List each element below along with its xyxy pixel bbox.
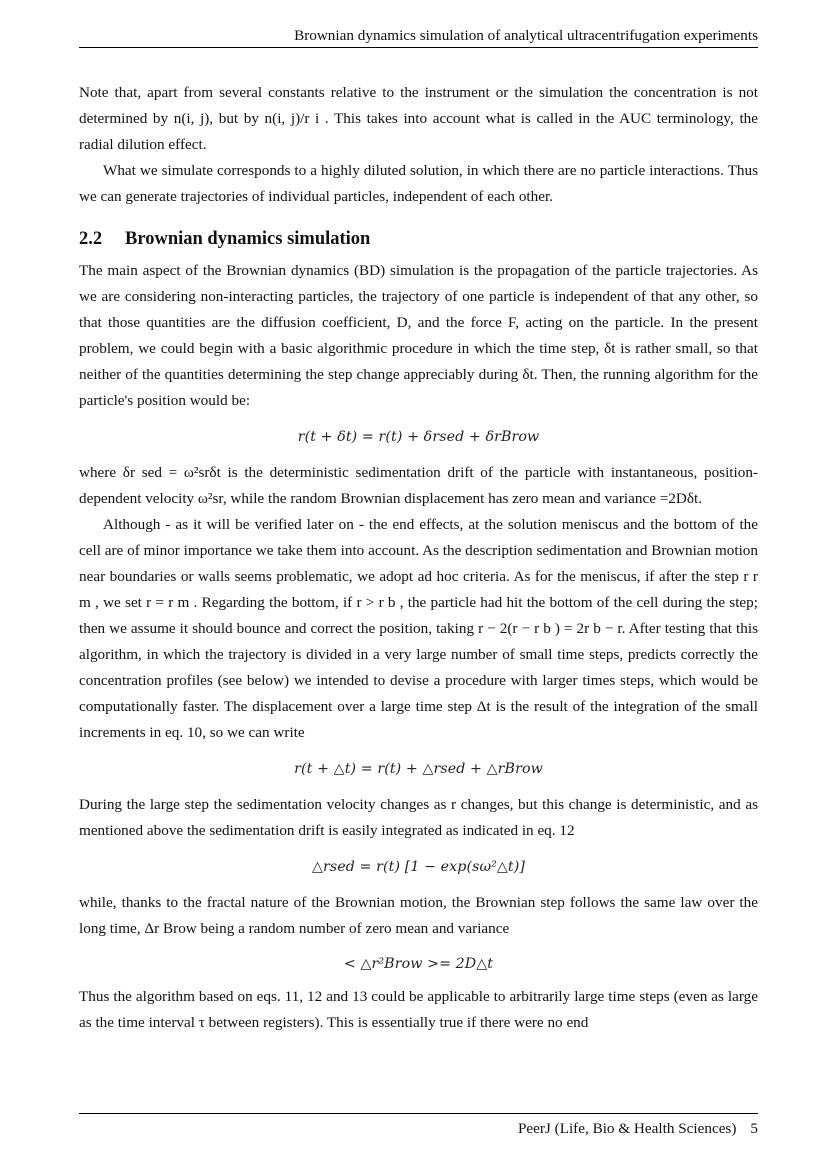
running-header: Brownian dynamics simulation of analytical ultracentrifugation experiments xyxy=(294,27,758,44)
journal-name: PeerJ (Life, Bio & Health Sciences) xyxy=(517,1120,737,1137)
page-body xyxy=(79,80,758,1036)
paragraph-algorithm: Thus the algorithm based on eqs. 11, 12 and 13 could be applicable to arbitrarily large time steps (even as large as the time interval τ between registers). This is essentially true if there were no end xyxy=(79,988,758,1031)
section-heading xyxy=(79,226,758,252)
paragraph-fractal-brownian: while, thanks to the fractal nature of the Brownian motion, the Brownian step follows the same law over the long time, Δr Brow being a random number of zero mean and variance xyxy=(79,894,758,937)
equation-brownian-variance: < △r²Brow >= 2D△t xyxy=(343,956,494,972)
equation-large-step: r(t + △t) = r(t) + △rsed + △rBrow xyxy=(294,761,543,777)
equation-small-step: r(t + δt) = r(t) + δrsed + δrBrow xyxy=(297,429,540,445)
section-title: Brownian dynamics simulation xyxy=(125,229,371,249)
equation-sedimentation-integrated: △rsed = r(t) [1 − exp(sω²△t)] xyxy=(311,859,526,875)
paragraph-end-effects: Although - as it will be verified later on - the end effects, at the solution meniscus and the bottom of the cell are of minor importance we take them into account. As the description sedimentation and Brownian motion near boundaries or walls seems problematic, we adopt ad hoc criteria. As for the meniscus, if after the step r r m , we set r = r m . Regarding the bottom, if r > r b , the particle had hit the bottom of the cell during the step; then we assume it should bounce and correct the position, taking r − 2(r − r b ) = 2r b − r. After testing that this algorithm, in which the trajectory is divided in a very large number of small time steps, predicts correctly the concentration profiles (see below) we intended to devise a procedure with larger times steps, which would be computationally faster. The displacement over a large time step Δt is the result of the integration of the small increments in eq. 10, so we can write xyxy=(79,516,758,741)
page-footer xyxy=(79,1119,758,1139)
page-number: 5 xyxy=(750,1120,758,1137)
section-number: 2.2 xyxy=(79,229,103,249)
header-rule xyxy=(79,47,758,48)
paragraph-large-step: During the large step the sedimentation velocity changes as r changes, but this change is deterministic, and as mentioned above the sedimentation drift is easily integrated as indicated in eq. 12 xyxy=(79,796,758,839)
paragraph-diluted-solution: What we simulate corresponds to a highly diluted solution, in which there are no particle interactions. Thus we can generate trajectories of individual particles, independent of each other. xyxy=(79,162,758,205)
paragraph-bd-intro: The main aspect of the Brownian dynamics (BD) simulation is the propagation of the particle trajectories. As we are considering non-interacting particles, the trajectory of one particle is independent of that any other, so that those quantities are the diffusion coefficient, D, and the force F, acting on the particle. In the present problem, we could begin with a basic algorithmic procedure in which the time step, δt is rather small, so that neither of the quantities determining the step change appreciably during δt. Then, the running algorithm for the particle's position would be: xyxy=(79,262,758,409)
footer-rule xyxy=(79,1113,758,1114)
paragraph-dilution-note: Note that, apart from several constants relative to the instrument or the simulation the concentration is not determined by n(i, j), but by n(i, j)/r i . This takes into account what is called in the AUC terminology, the radial dilution effect. xyxy=(79,84,758,153)
paragraph-sedimentation-drift: where δr sed = ω²srδt is the deterministic sedimentation drift of the particle with instantaneous, position-dependent velocity ω²sr, while the random Brownian displacement has zero mean and variance =2Dδt. xyxy=(79,464,758,507)
